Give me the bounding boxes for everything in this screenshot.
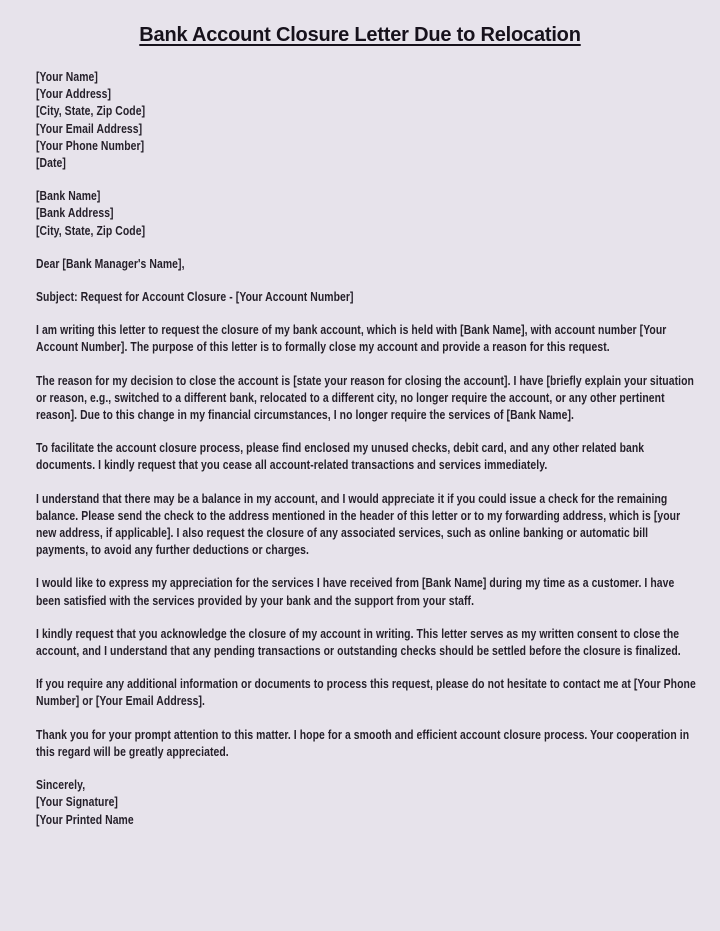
paragraph-balance (36, 490, 696, 559)
paragraph: I would like to express my appreciation for the services I have received from [Bank Name] during my time as a customer. I have been satisfied with the services provided by your bank and the support from your staff. (36, 575, 675, 608)
paragraph-contact (36, 675, 696, 709)
letter-title: Bank Account Closure Letter Due to Relocation (139, 24, 581, 46)
date-line: [Date] (36, 155, 66, 171)
sender-phone-line: [Your Phone Number] (36, 137, 145, 153)
paragraph: If you require any additional information or documents to process this request, please do not hesitate to contact me at [Your Phone Number] or [Your Email Address]. (36, 676, 696, 709)
subject-line: Subject: Request for Account Closure - [Your Account Number] (36, 289, 354, 305)
paragraph-reason (36, 372, 696, 424)
paragraph: I am writing this letter to request the closure of my bank account, which is held with [Bank Name], with account number [Your Account Number]. The purpose of this letter is to formally close my account and provide a reason for this request. (36, 322, 667, 355)
paragraph: The reason for my decision to close the account is [state your reason for closing the account]. I have [briefly explain your situation or reason, e.g., switched to a different bank, relocated to a different city, no longer require the account, or any other pertinent reason]. Due to this change in my financial circumstances, I no longer require the services of [Bank Name]. (36, 372, 694, 423)
salutation: Dear [Bank Manager's Name], (36, 255, 185, 271)
bank-city-line: [City, State, Zip Code] (36, 222, 146, 238)
paragraph-appreciation (36, 574, 696, 608)
paragraph-enclosures (36, 439, 696, 473)
closing-block (36, 776, 696, 828)
paragraph-intro (36, 321, 696, 355)
recipient-address-block (36, 187, 696, 239)
paragraph: I understand that there may be a balance in my account, and I would appreciate it if you could issue a check for the remaining balance. Please send the check to the address mentioned in the header of this letter or to my forwarding address, which is [your new address, if applicable]. I also request the closure of any associated services, such as online banking or automatic bill payments, to avoid any further deductions or charges. (36, 490, 681, 558)
paragraph: To facilitate the account closure process, please find enclosed my unused checks, debit card, and any other related bank documents. I kindly request that you cease all account-related transactions and services immediately. (36, 440, 645, 473)
sender-city-line: [City, State, Zip Code] (36, 103, 146, 119)
sender-name-line: [Your Name] (36, 69, 98, 84)
bank-name-line: [Bank Name] (36, 188, 101, 204)
printed-name-line: [Your Printed Name (36, 811, 134, 827)
salutation-block (36, 255, 696, 272)
paragraph: I kindly request that you acknowledge the closure of my account in writing. This letter serves as my written consent to close the account, and I understand that any pending transactions or outstanding checks should be settled before the closure is finalized. (36, 625, 681, 659)
paragraph-thanks (36, 726, 696, 760)
signature-line: [Your Signature] (36, 794, 118, 810)
paragraph: Thank you for your prompt attention to this matter. I hope for a smooth and efficient account closure process. Your cooperation in this regard will be greatly appreciated. (36, 726, 690, 759)
closing-line: Sincerely, (36, 777, 86, 793)
paragraph-acknowledgement (36, 625, 696, 659)
sender-address-block (36, 68, 696, 171)
sender-email-line: [Your Email Address] (36, 120, 143, 136)
letter-body (36, 68, 696, 828)
subject-block (36, 288, 696, 305)
bank-address-line: [Bank Address] (36, 205, 114, 221)
sender-address-line: [Your Address] (36, 86, 112, 102)
